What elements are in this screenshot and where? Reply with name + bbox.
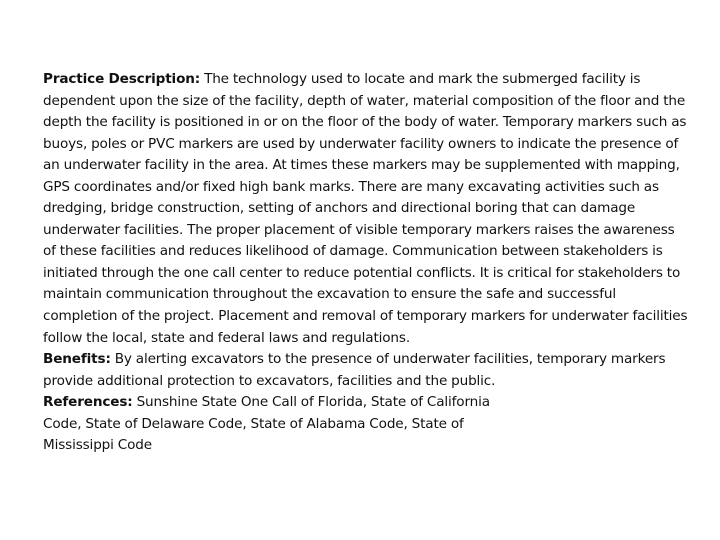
references-line-1 <box>43 392 688 414</box>
references-paragraph <box>43 392 688 457</box>
benefits-label: Benefits: <box>43 351 111 368</box>
practice-description-text: The technology used to locate and mark the submerged facility is dependent upon the size of the facility, depth of water, material composition of the floor and the depth the facility is positioned in or on the floor of the body of water. Temporary markers such as buoys, poles or PVC markers are used by underwater facility owners to indicate the presence of an underwater facility in the area. At times these markers may be supplemented with mapping, GPS coordinates and/or fixed high bank marks. There are many excavating activities such as dredging, bridge construction, setting of anchors and directional boring that can damage underwater facilities. The proper placement of visible temporary markers raises the awareness of these facilities and reduces likelihood of damage. Communication between stakeholders is initiated through the one call center to reduce potential conflicts. It is critical for stakeholders to maintain communication throughout the excavation to ensure the safe and successful completion of the project. Placement and removal of temporary markers for underwater facilities follow the local, state and federal laws and regulations. <box>43 71 688 346</box>
practice-description-label: Practice Description: <box>43 71 201 87</box>
document-body <box>43 69 688 457</box>
references-line-2: Code, State of Delaware Code, State of Alabama Code, State of <box>43 415 464 432</box>
references-text-1: Sunshine State One Call of Florida, State of California <box>136 394 490 411</box>
references-label: References: <box>43 394 133 411</box>
practice-description-paragraph <box>43 69 688 349</box>
benefits-paragraph <box>43 349 688 392</box>
references-line-3: Mississippi Code <box>43 437 152 454</box>
benefits-text: By alerting excavators to the presence of underwater facilities, temporary markers provide additional protection to excavators, facilities and the public. <box>43 351 666 389</box>
